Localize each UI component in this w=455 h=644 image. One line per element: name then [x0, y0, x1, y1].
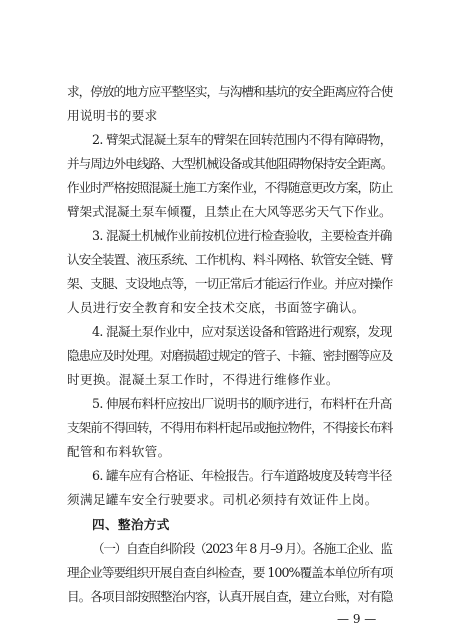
body-line: 4. 混凝土泵作业中，应对泵送设备和管路进行观察，发现	[92, 324, 392, 339]
body-line: （一）自查自纠阶段（2023 年 8 月–9 月）。各施工企业、监	[92, 541, 392, 556]
body-line: 时更换。混凝土泵工作时，不得进行维修作业。	[67, 372, 339, 387]
body-line: 目。各项目部按照整治内容，认真开展自查，建立台账，对有隐	[67, 589, 393, 604]
body-line: 须满足罐车安全行驶要求。司机必须持有效证件上岗。	[67, 492, 378, 507]
body-line: 2. 臂架式混凝土泵车的臂架在回转范围内不得有障碍物，	[92, 132, 392, 147]
page-number: — 9 —	[337, 612, 377, 626]
body-line: 6. 罐车应有合格证、年检报告。行车道路坡度及转弯半径	[92, 468, 392, 483]
body-line: 支架前不得回转，不得用布料杆起吊或拖拉物件，不得接长布料	[67, 420, 393, 435]
body-line: 理企业等要组织开展自查自纠检查，要 100%覆盖本单位所有项	[67, 565, 393, 580]
body-line: 配管和布料软管。	[67, 444, 171, 459]
body-line: 臂架式混凝土泵车倾覆，且禁止在大风等恶劣天气下作业。	[67, 204, 392, 219]
body-line: 人员进行安全教育和安全技术交底，书面签字确认。	[67, 300, 365, 315]
body-line: 隐患应及时处理。对磨损超过规定的管子、卡箍、密封圈等应及	[67, 348, 393, 363]
body-line: 求，停放的地方应平整坚实，与沟槽和基坑的安全距离应符合使	[67, 84, 393, 99]
body-line: 5. 伸展布料杆应按出厂说明书的顺序进行，布料杆在升高	[92, 396, 392, 411]
body-line: 架、支腿、支设地点等，一切正常后才能运行作业。并应对操作	[67, 276, 393, 291]
body-line: 3. 混凝土机械作业前按机位进行检查验收，主要检查并确	[92, 228, 392, 243]
body-line: 作业时严格按照混凝土施工方案作业，不得随意更改方案，防止	[67, 180, 393, 195]
body-line: 用说明书的要求	[67, 108, 158, 123]
section-heading: 四、整治方式	[92, 517, 170, 532]
body-line: 认安全装置、液压系统、工作机构、料斗网格、软管安全链、臂	[67, 252, 393, 267]
body-line: 并与周边外电线路、大型机械设备或其他阻碍物保持安全距离。	[67, 156, 393, 171]
